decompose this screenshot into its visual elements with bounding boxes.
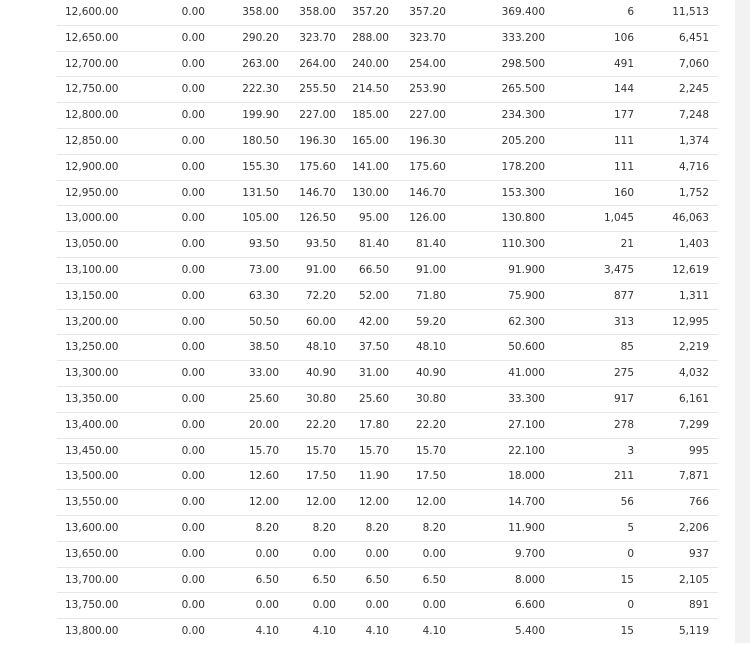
- close-cell: 0.00: [422, 547, 446, 560]
- high-cell: 146.70: [299, 186, 336, 199]
- change-cell: 0.00: [181, 341, 205, 354]
- low-cell: 0.00: [365, 599, 389, 612]
- strike-price-cell: 12,950.00: [65, 186, 119, 199]
- open-cell: 222.30: [242, 83, 279, 96]
- strike-price-cell: 13,200.00: [65, 315, 119, 328]
- volume-cell: 877: [613, 289, 634, 302]
- change-cell: 0.00: [181, 31, 205, 44]
- change-cell: 0.00: [181, 521, 205, 534]
- settlement-price-cell: 130.800: [501, 212, 545, 225]
- settlement-price-cell: 298.500: [501, 57, 545, 70]
- settlement-price-cell: 50.600: [508, 341, 545, 354]
- settlement-price-cell: 8.000: [514, 573, 545, 586]
- settlement-price-cell: 22.100: [508, 444, 545, 457]
- high-cell: 0.00: [312, 599, 336, 612]
- change-cell: 0.00: [181, 186, 205, 199]
- open-interest-cell: 1,374: [678, 134, 709, 147]
- table-row: [57, 129, 718, 155]
- settlement-price-cell: 5.400: [514, 625, 545, 638]
- volume-cell: 15: [620, 625, 634, 638]
- close-cell: 0.00: [422, 599, 446, 612]
- change-cell: 0.00: [181, 496, 205, 509]
- strike-price-cell: 13,750.00: [65, 599, 119, 612]
- open-interest-cell: 11,513: [672, 6, 709, 18]
- open-interest-cell: 891: [688, 599, 709, 612]
- table-row: [57, 361, 718, 387]
- low-cell: 17.80: [358, 418, 389, 431]
- high-cell: 22.20: [305, 418, 336, 431]
- strike-price-cell: 13,500.00: [65, 470, 119, 483]
- volume-cell: 0: [627, 547, 634, 560]
- open-cell: 290.20: [242, 31, 279, 44]
- change-cell: 0.00: [181, 625, 205, 638]
- close-cell: 48.10: [415, 341, 446, 354]
- strike-price-cell: 13,250.00: [65, 341, 119, 354]
- volume-cell: 3: [627, 444, 634, 457]
- table-row: [57, 387, 718, 413]
- open-interest-cell: 7,248: [678, 109, 709, 122]
- open-cell: 12.60: [248, 470, 279, 483]
- strike-price-cell: 13,550.00: [65, 496, 119, 509]
- low-cell: 0.00: [365, 547, 389, 560]
- settlement-price-cell: 205.200: [501, 134, 545, 147]
- open-cell: 63.30: [248, 289, 279, 302]
- settlement-price-cell: 11.900: [508, 521, 545, 534]
- high-cell: 48.10: [305, 341, 336, 354]
- open-cell: 93.50: [248, 238, 279, 251]
- open-cell: 131.50: [242, 186, 279, 199]
- strike-price-cell: 13,400.00: [65, 418, 119, 431]
- change-cell: 0.00: [181, 573, 205, 586]
- close-cell: 81.40: [415, 238, 446, 251]
- open-cell: 15.70: [248, 444, 279, 457]
- settlement-price-cell: 6.600: [514, 599, 545, 612]
- strike-price-cell: 13,600.00: [65, 521, 119, 534]
- high-cell: 0.00: [312, 547, 336, 560]
- settlement-price-cell: 178.200: [501, 160, 545, 173]
- volume-cell: 917: [613, 392, 634, 405]
- open-cell: 180.50: [242, 134, 279, 147]
- change-cell: 0.00: [181, 57, 205, 70]
- low-cell: 141.00: [352, 160, 389, 173]
- settlement-price-cell: 153.300: [501, 186, 545, 199]
- open-interest-cell: 2,206: [678, 521, 709, 534]
- close-cell: 227.00: [409, 109, 446, 122]
- open-interest-cell: 46,063: [672, 212, 709, 225]
- close-cell: 196.30: [409, 134, 446, 147]
- strike-price-cell: 12,650.00: [65, 31, 119, 44]
- table-row: [57, 284, 718, 310]
- table-row: [57, 0, 718, 26]
- table-row: [57, 310, 718, 336]
- change-cell: 0.00: [181, 392, 205, 405]
- settlement-price-cell: 27.100: [508, 418, 545, 431]
- open-cell: 12.00: [248, 496, 279, 509]
- volume-cell: 0: [627, 599, 634, 612]
- strike-price-cell: 13,350.00: [65, 392, 119, 405]
- option-chain-table: [57, 0, 718, 645]
- volume-cell: 56: [620, 496, 634, 509]
- open-interest-cell: 1,752: [678, 186, 709, 199]
- volume-cell: 6: [627, 6, 634, 18]
- high-cell: 4.10: [312, 625, 336, 638]
- change-cell: 0.00: [181, 547, 205, 560]
- low-cell: 214.50: [352, 83, 389, 96]
- strike-price-cell: 12,700.00: [65, 57, 119, 70]
- low-cell: 42.00: [358, 315, 389, 328]
- strike-price-cell: 13,800.00: [65, 625, 119, 638]
- low-cell: 357.20: [352, 6, 389, 18]
- table-row: [57, 335, 718, 361]
- table-row: [57, 542, 718, 568]
- open-cell: 33.00: [248, 367, 279, 380]
- open-interest-cell: 6,161: [678, 392, 709, 405]
- open-interest-cell: 12,619: [672, 263, 709, 276]
- close-cell: 40.90: [415, 367, 446, 380]
- open-interest-cell: 1,403: [678, 238, 709, 251]
- volume-cell: 111: [613, 160, 634, 173]
- change-cell: 0.00: [181, 418, 205, 431]
- open-cell: 105.00: [242, 212, 279, 225]
- settlement-price-cell: 75.900: [508, 289, 545, 302]
- strike-price-cell: 13,100.00: [65, 263, 119, 276]
- close-cell: 17.50: [415, 470, 446, 483]
- low-cell: 11.90: [358, 470, 389, 483]
- low-cell: 6.50: [365, 573, 389, 586]
- close-cell: 175.60: [409, 160, 446, 173]
- change-cell: 0.00: [181, 238, 205, 251]
- close-cell: 4.10: [422, 625, 446, 638]
- close-cell: 30.80: [415, 392, 446, 405]
- open-cell: 199.90: [242, 109, 279, 122]
- volume-cell: 111: [613, 134, 634, 147]
- table-row: [57, 26, 718, 52]
- settlement-price-cell: 369.400: [501, 6, 545, 18]
- high-cell: 72.20: [305, 289, 336, 302]
- high-cell: 358.00: [299, 6, 336, 18]
- settlement-price-cell: 14.700: [508, 496, 545, 509]
- volume-cell: 313: [613, 315, 634, 328]
- volume-cell: 85: [620, 341, 634, 354]
- table-row: [57, 77, 718, 103]
- open-cell: 38.50: [248, 341, 279, 354]
- open-interest-cell: 2,245: [678, 83, 709, 96]
- low-cell: 15.70: [358, 444, 389, 457]
- strike-price-cell: 12,900.00: [65, 160, 119, 173]
- low-cell: 130.00: [352, 186, 389, 199]
- volume-cell: 15: [620, 573, 634, 586]
- high-cell: 196.30: [299, 134, 336, 147]
- strike-price-cell: 13,050.00: [65, 238, 119, 251]
- strike-price-cell: 12,600.00: [65, 6, 119, 18]
- table-row: [57, 413, 718, 439]
- high-cell: 227.00: [299, 109, 336, 122]
- open-interest-cell: 1,311: [678, 289, 709, 302]
- change-cell: 0.00: [181, 83, 205, 96]
- low-cell: 8.20: [365, 521, 389, 534]
- strike-price-cell: 13,450.00: [65, 444, 119, 457]
- high-cell: 12.00: [305, 496, 336, 509]
- low-cell: 81.40: [358, 238, 389, 251]
- settlement-price-cell: 91.900: [508, 263, 545, 276]
- volume-cell: 275: [613, 367, 634, 380]
- volume-cell: 1,045: [603, 212, 634, 225]
- change-cell: 0.00: [181, 263, 205, 276]
- settlement-price-cell: 18.000: [508, 470, 545, 483]
- close-cell: 146.70: [409, 186, 446, 199]
- change-cell: 0.00: [181, 315, 205, 328]
- low-cell: 288.00: [352, 31, 389, 44]
- table-row: [57, 258, 718, 284]
- high-cell: 30.80: [305, 392, 336, 405]
- settlement-price-cell: 62.300: [508, 315, 545, 328]
- high-cell: 255.50: [299, 83, 336, 96]
- change-cell: 0.00: [181, 6, 205, 18]
- open-interest-cell: 937: [688, 547, 709, 560]
- close-cell: 22.20: [415, 418, 446, 431]
- change-cell: 0.00: [181, 289, 205, 302]
- table-row: [57, 155, 718, 181]
- change-cell: 0.00: [181, 109, 205, 122]
- settlement-price-cell: 265.500: [501, 83, 545, 96]
- table-row: [57, 464, 718, 490]
- high-cell: 323.70: [299, 31, 336, 44]
- low-cell: 185.00: [352, 109, 389, 122]
- open-interest-cell: 766: [688, 496, 709, 509]
- open-interest-cell: 6,451: [678, 31, 709, 44]
- low-cell: 52.00: [358, 289, 389, 302]
- volume-cell: 144: [613, 83, 634, 96]
- table-row: [57, 206, 718, 232]
- settlement-price-cell: 33.300: [508, 392, 545, 405]
- close-cell: 253.90: [409, 83, 446, 96]
- table-row: [57, 516, 718, 542]
- volume-cell: 177: [613, 109, 634, 122]
- open-cell: 73.00: [248, 263, 279, 276]
- volume-cell: 278: [613, 418, 634, 431]
- change-cell: 0.00: [181, 134, 205, 147]
- low-cell: 12.00: [358, 496, 389, 509]
- open-interest-cell: 7,299: [678, 418, 709, 431]
- open-interest-cell: 2,219: [678, 341, 709, 354]
- table-row: [57, 181, 718, 207]
- open-cell: 20.00: [248, 418, 279, 431]
- high-cell: 40.90: [305, 367, 336, 380]
- low-cell: 31.00: [358, 367, 389, 380]
- volume-cell: 5: [627, 521, 634, 534]
- high-cell: 91.00: [305, 263, 336, 276]
- settlement-price-cell: 234.300: [501, 109, 545, 122]
- strike-price-cell: 12,850.00: [65, 134, 119, 147]
- volume-cell: 160: [613, 186, 634, 199]
- open-cell: 263.00: [242, 57, 279, 70]
- volume-cell: 491: [613, 57, 634, 70]
- strike-price-cell: 13,650.00: [65, 547, 119, 560]
- settlement-price-cell: 9.700: [514, 547, 545, 560]
- open-interest-cell: 995: [688, 444, 709, 457]
- high-cell: 175.60: [299, 160, 336, 173]
- volume-cell: 21: [620, 238, 634, 251]
- change-cell: 0.00: [181, 212, 205, 225]
- change-cell: 0.00: [181, 470, 205, 483]
- close-cell: 323.70: [409, 31, 446, 44]
- table-row: [57, 490, 718, 516]
- settlement-price-cell: 110.300: [501, 238, 545, 251]
- close-cell: 59.20: [415, 315, 446, 328]
- volume-cell: 3,475: [603, 263, 634, 276]
- table-row: [57, 52, 718, 78]
- change-cell: 0.00: [181, 444, 205, 457]
- open-interest-cell: 4,032: [678, 367, 709, 380]
- close-cell: 8.20: [422, 521, 446, 534]
- volume-cell: 211: [613, 470, 634, 483]
- low-cell: 37.50: [358, 341, 389, 354]
- open-interest-cell: 7,871: [678, 470, 709, 483]
- close-cell: 6.50: [422, 573, 446, 586]
- table-row: [57, 439, 718, 465]
- change-cell: 0.00: [181, 160, 205, 173]
- table-row: [57, 619, 718, 645]
- high-cell: 60.00: [305, 315, 336, 328]
- high-cell: 93.50: [305, 238, 336, 251]
- open-cell: 358.00: [242, 6, 279, 18]
- strike-price-cell: 13,000.00: [65, 212, 119, 225]
- change-cell: 0.00: [181, 599, 205, 612]
- open-interest-cell: 2,105: [678, 573, 709, 586]
- high-cell: 264.00: [299, 57, 336, 70]
- strike-price-cell: 13,150.00: [65, 289, 119, 302]
- strike-price-cell: 13,700.00: [65, 573, 119, 586]
- change-cell: 0.00: [181, 367, 205, 380]
- low-cell: 4.10: [365, 625, 389, 638]
- strike-price-cell: 12,800.00: [65, 109, 119, 122]
- open-cell: 0.00: [255, 599, 279, 612]
- high-cell: 6.50: [312, 573, 336, 586]
- volume-cell: 106: [613, 31, 634, 44]
- close-cell: 357.20: [409, 6, 446, 18]
- open-cell: 25.60: [248, 392, 279, 405]
- close-cell: 71.80: [415, 289, 446, 302]
- close-cell: 91.00: [415, 263, 446, 276]
- low-cell: 66.50: [358, 263, 389, 276]
- strike-price-cell: 13,300.00: [65, 367, 119, 380]
- high-cell: 126.50: [299, 212, 336, 225]
- low-cell: 165.00: [352, 134, 389, 147]
- low-cell: 95.00: [358, 212, 389, 225]
- open-cell: 50.50: [248, 315, 279, 328]
- low-cell: 25.60: [358, 392, 389, 405]
- settlement-price-cell: 333.200: [501, 31, 545, 44]
- open-cell: 155.30: [242, 160, 279, 173]
- strike-price-cell: 12,750.00: [65, 83, 119, 96]
- high-cell: 17.50: [305, 470, 336, 483]
- close-cell: 15.70: [415, 444, 446, 457]
- close-cell: 254.00: [409, 57, 446, 70]
- table-row: [57, 232, 718, 258]
- open-interest-cell: 7,060: [678, 57, 709, 70]
- open-cell: 6.50: [255, 573, 279, 586]
- open-cell: 0.00: [255, 547, 279, 560]
- open-interest-cell: 12,995: [672, 315, 709, 328]
- close-cell: 12.00: [415, 496, 446, 509]
- vertical-scrollbar[interactable]: [735, 0, 750, 643]
- table-row: [57, 103, 718, 129]
- high-cell: 8.20: [312, 521, 336, 534]
- open-interest-cell: 4,716: [678, 160, 709, 173]
- open-cell: 4.10: [255, 625, 279, 638]
- close-cell: 126.00: [409, 212, 446, 225]
- low-cell: 240.00: [352, 57, 389, 70]
- open-cell: 8.20: [255, 521, 279, 534]
- table-row: [57, 568, 718, 594]
- settlement-price-cell: 41.000: [508, 367, 545, 380]
- table-row: [57, 593, 718, 619]
- high-cell: 15.70: [305, 444, 336, 457]
- open-interest-cell: 5,119: [678, 625, 709, 638]
